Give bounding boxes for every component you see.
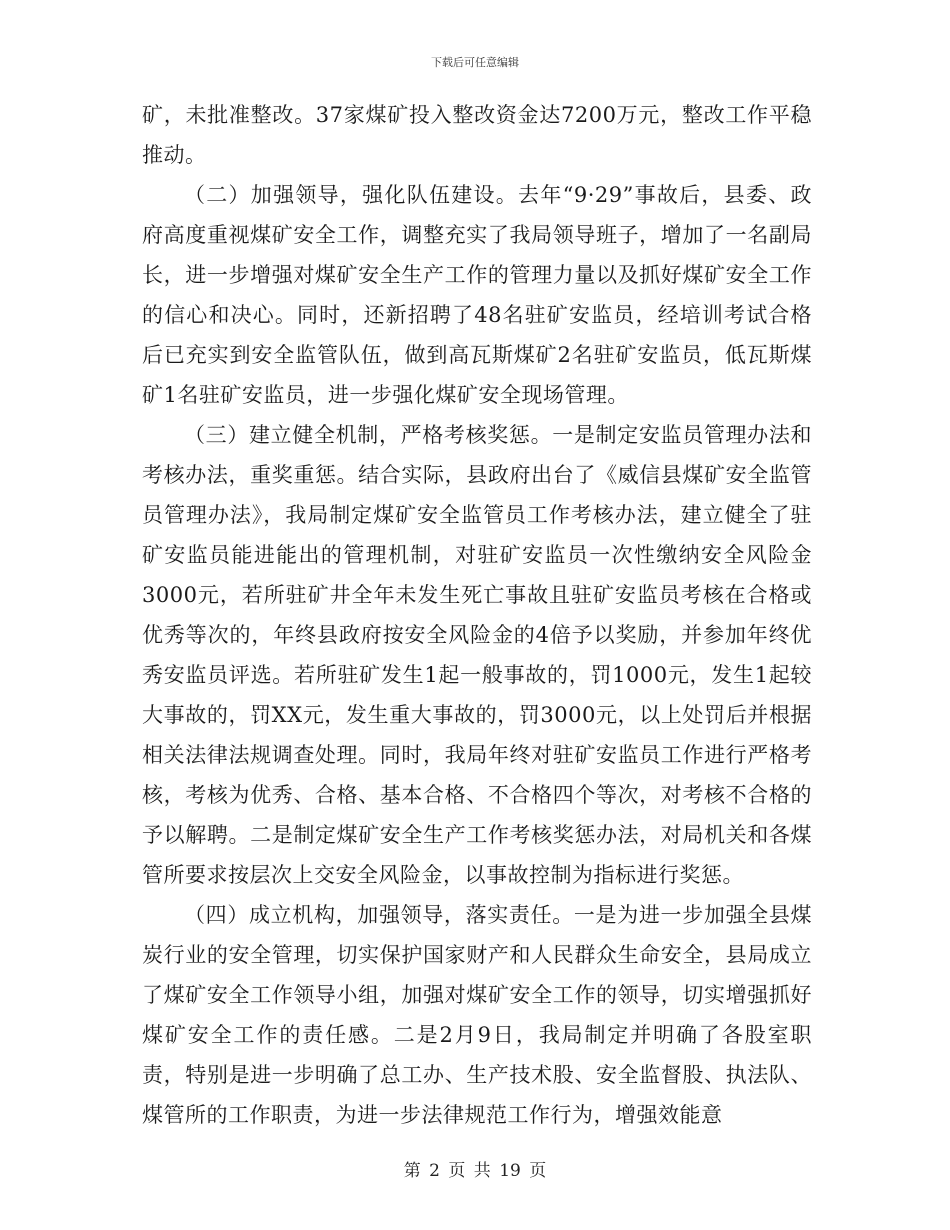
paragraph-continuation: 矿，未批准整改。37家煤矿投入整改资金达7200万元，整改工作平稳推动。 [142,103,812,167]
document-body [142,95,812,1135]
page-footer: 第 2 页 共 19 页 [403,1161,547,1181]
paragraph-section-4: （四）成立机构，加强领导，落实责任。一是为进一步加强全县煤炭行业的安全管理，切实保护国家财产和人民群众生命安全，县局成立了煤矿安全工作领导小组，加强对煤矿安全工作的领导，切实增强抓好煤矿安全工作的责任感。二是2月9日，我局制定并明确了各股室职责，特别是进一步明确了总工办、生产技术股、安全监督股、执法队、煤管所的工作职责，为进一步法律规范工作行为，增强效能意 [142,903,812,1127]
paragraph-section-3: （三）建立健全机制，严格考核奖惩。一是制定安监员管理办法和考核办法，重奖重惩。结合实际，县政府出台了《威信县煤矿安全监管员管理办法》，我局制定煤矿安全监管员工作考核办法，建立健全了驻矿安监员能进能出的管理机制，对驻矿安监员一次性缴纳安全风险金3000元，若所驻矿井全年未发生死亡事故且驻矿安监员考核在合格或优秀等次的，年终县政府按安全风险金的4倍予以奖励，并参加年终优秀安监员评选。若所驻矿发生1起一般事故的，罚1000元，发生1起较大事故的，罚XX元，发生重大事故的，罚3000元，以上处罚后并根据相关法律法规调查处理。同时，我局年终对驻矿安监员工作进行严格考核，考核为优秀、合格、基本合格、不合格四个等次，对考核不合格的予以解聘。二是制定煤矿安全生产工作考核奖惩办法，对局机关和各煤管所要求按层次上交安全风险金，以事故控制为指标进行奖惩。 [142,423,812,887]
paragraph-section-2: （二）加强领导，强化队伍建设。去年“9·29”事故后，县委、政府高度重视煤矿安全工作，调整充实了我局领导班子，增加了一名副局长，进一步增强对煤矿安全生产工作的管理力量以及抓好煤矿安全工作的信心和决心。同时，还新招聘了48名驻矿安监员，经培训考试合格后已充实到安全监管队伍，做到高瓦斯煤矿2名驻矿安监员，低瓦斯煤矿1名驻矿安监员，进一步强化煤矿安全现场管理。 [142,183,812,407]
page-header: 下载后可任意编辑 [431,56,519,69]
